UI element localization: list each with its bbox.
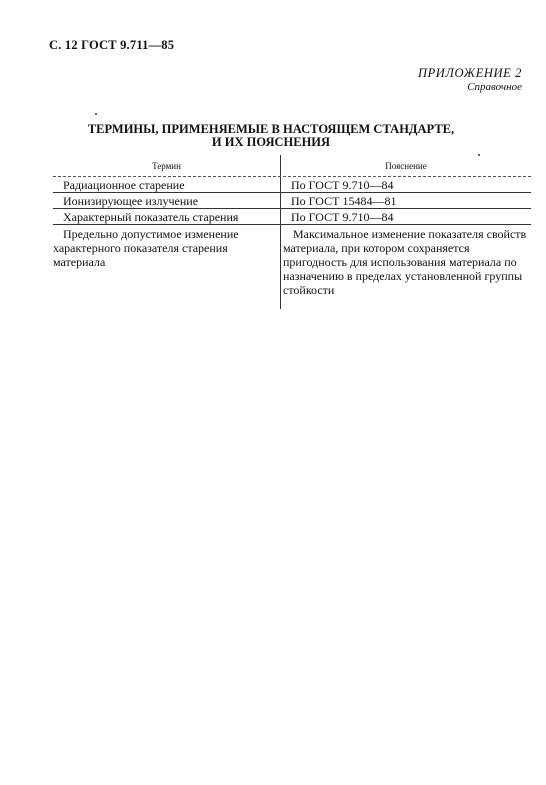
explanation-cell: Максимальное изменение показателя свойств материала, при котором сохраняется пригодность для использования материала по назначению в пределах установленной группы стойкости [283,227,527,297]
explanation-cell: По ГОСТ 9.710—84 [291,178,394,192]
appendix-note: Справочное [467,81,522,93]
term-cell: Ионизирующее излучение [63,194,199,208]
terms-table [53,155,531,297]
table-row [53,177,531,193]
term-cell: Характерный показатель старения [63,210,239,224]
term-cell: Предельно допустимое изменение характерного показателя старения материала [53,227,239,269]
table-row [53,193,531,209]
explanation-cell: По ГОСТ 15484—81 [291,194,397,208]
section-title-line-2: И ИХ ПОЯСНЕНИЯ [211,135,331,149]
explanation-cell: По ГОСТ 9.710—84 [291,210,394,224]
row-rule [53,224,531,225]
page-header: С. 12 ГОСТ 9.711—85 [49,38,175,52]
scan-speck [95,113,97,115]
term-cell: Радиационное старение [63,178,185,192]
section-title-line-1: ТЕРМИНЫ, ПРИМЕНЯЕМЫЕ В НАСТОЯЩЕМ СТАНДАРТЕ, [87,122,455,136]
table-row [53,209,531,225]
appendix-label: ПРИЛОЖЕНИЕ 2 [417,66,522,80]
appendix-block [418,66,522,94]
section-title [60,123,482,149]
header-term: Термин [152,161,181,171]
header-explanation: Пояснение [385,161,427,171]
table-header [53,155,531,177]
